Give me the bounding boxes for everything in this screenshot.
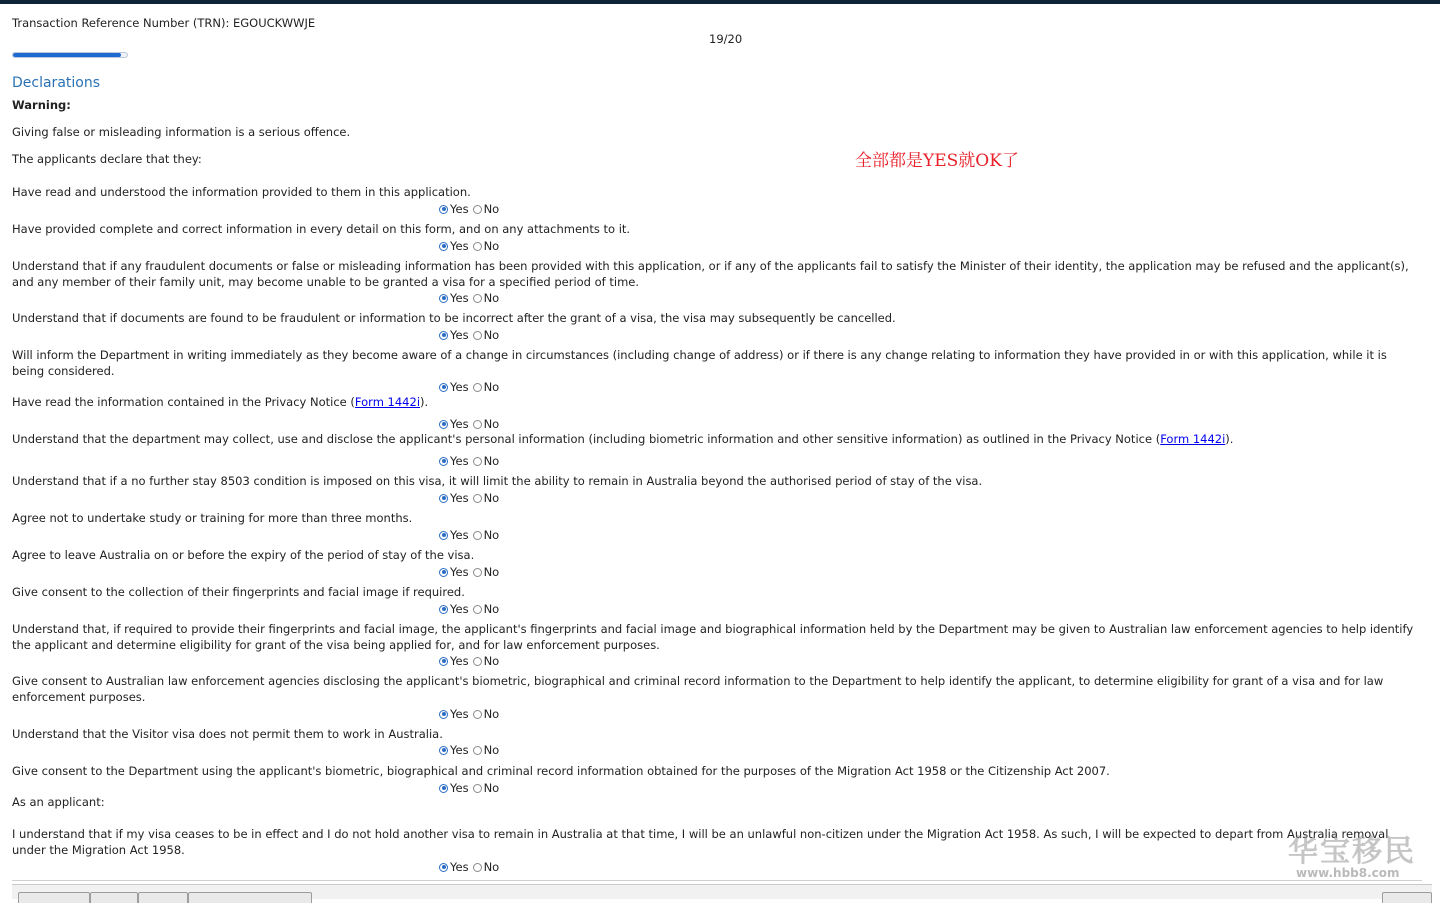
section-title: Declarations	[12, 75, 101, 91]
declaration-item	[12, 259, 1422, 290]
declaration-text: Have provided complete and correct information in every detail on this form, and on any attachments to it.	[12, 222, 631, 236]
yes-no-radio-group	[439, 239, 503, 253]
radio-label: Yes	[450, 602, 469, 616]
radio-yes[interactable]	[439, 528, 469, 542]
radio-label: Yes	[450, 781, 469, 795]
radio-checked-icon[interactable]	[439, 420, 448, 429]
radio-checked-icon[interactable]	[439, 531, 448, 540]
radio-no[interactable]	[473, 860, 500, 874]
radio-no[interactable]	[473, 380, 500, 394]
radio-yes[interactable]	[439, 781, 469, 795]
radio-checked-icon[interactable]	[439, 294, 448, 303]
declaration-item	[12, 764, 1422, 780]
radio-unchecked-icon[interactable]	[473, 294, 482, 303]
radio-label: No	[483, 291, 500, 305]
declaration-item	[12, 311, 1422, 327]
radio-label: Yes	[450, 202, 469, 216]
radio-unchecked-icon[interactable]	[473, 420, 482, 429]
declaration-text: Agree not to undertake study or training for more than three months.	[12, 511, 413, 525]
yes-no-radio-group	[439, 417, 503, 431]
declaration-text: Understand that the Visitor visa does not permit them to work in Australia.	[12, 727, 443, 741]
radio-label: No	[483, 781, 500, 795]
radio-unchecked-icon[interactable]	[473, 746, 482, 755]
watermark-url: www.hbb8.com	[1296, 866, 1400, 880]
radio-yes[interactable]	[439, 743, 469, 757]
declaration-item	[12, 432, 1422, 448]
yes-no-radio-group	[439, 565, 503, 579]
radio-unchecked-icon[interactable]	[473, 710, 482, 719]
radio-checked-icon[interactable]	[439, 568, 448, 577]
radio-no[interactable]	[473, 239, 500, 253]
declaration-text: Agree to leave Australia on or before the expiry of the period of stay of the visa.	[12, 548, 475, 562]
yes-no-radio-group	[439, 454, 503, 468]
radio-label: Yes	[450, 860, 469, 874]
declaration-item	[12, 674, 1422, 705]
declaration-item	[12, 222, 1422, 238]
declaration-intro: The applicants declare that they:	[12, 152, 202, 166]
radio-unchecked-icon[interactable]	[473, 494, 482, 503]
radio-yes[interactable]	[439, 417, 469, 431]
declaration-item	[12, 511, 1422, 527]
warning-heading: Warning:	[12, 98, 71, 112]
declaration-item	[12, 395, 1422, 411]
radio-checked-icon[interactable]	[439, 710, 448, 719]
link-paren-close: ).	[420, 395, 429, 409]
divider	[12, 880, 1422, 881]
as-applicant-label: As an applicant:	[12, 795, 105, 809]
radio-checked-icon[interactable]	[439, 746, 448, 755]
radio-checked-icon[interactable]	[439, 863, 448, 872]
top-bar	[0, 0, 1440, 4]
privacy-notice-link[interactable]: Form 1442i	[1160, 432, 1226, 446]
radio-label: Yes	[450, 743, 469, 757]
radio-yes[interactable]	[439, 602, 469, 616]
radio-yes[interactable]	[439, 654, 469, 668]
declaration-text: Understand that if documents are found to be fraudulent or information to be incorrect after the grant of a visa, the visa may subsequently be cancelled.	[12, 311, 896, 325]
radio-no[interactable]	[473, 781, 500, 795]
radio-unchecked-icon[interactable]	[473, 863, 482, 872]
declaration-text: Understand that, if required to provide their fingerprints and facial image, the applicant's fingerprints and facial image and biographical information held by the Department may be given to Australian law enforcement agencies to help identify the applicant and determine eligibility for grant of the visa being applied for, and for law enforcement purposes.	[12, 622, 1414, 652]
declaration-item	[12, 827, 1422, 858]
radio-label: No	[483, 202, 500, 216]
watermark-text: 华宝移民	[1288, 834, 1416, 869]
radio-label: No	[483, 417, 500, 431]
radio-no[interactable]	[473, 707, 500, 721]
radio-no[interactable]	[473, 654, 500, 668]
radio-label: No	[483, 328, 500, 342]
declaration-text: Will inform the Department in writing immediately as they become aware of a change in circumstances (including change of address) or if there is any change relating to information they have provided in or with this application, while it is being considered.	[12, 348, 1387, 378]
radio-no[interactable]	[473, 417, 500, 431]
radio-no[interactable]	[473, 528, 500, 542]
radio-label: No	[483, 743, 500, 757]
radio-label: Yes	[450, 380, 469, 394]
yes-no-radio-group	[439, 491, 503, 505]
radio-yes[interactable]	[439, 291, 469, 305]
declaration-item	[12, 585, 1422, 601]
radio-no[interactable]	[473, 491, 500, 505]
radio-label: Yes	[450, 454, 469, 468]
radio-no[interactable]	[473, 743, 500, 757]
declaration-text: Have read the information contained in the Privacy Notice	[12, 395, 351, 409]
radio-label: No	[483, 491, 500, 505]
radio-no[interactable]	[473, 602, 500, 616]
radio-no[interactable]	[473, 202, 500, 216]
radio-unchecked-icon[interactable]	[473, 242, 482, 251]
radio-yes[interactable]	[439, 707, 469, 721]
declaration-text: I understand that if my visa ceases to be in effect and I do not hold another visa to remain in Australia at that time, I will be an unlawful non-citizen under the Migration Act 1958. As such, I will be expected to depart from Australia removal under the Migration Act 1958.	[12, 827, 1389, 857]
radio-unchecked-icon[interactable]	[473, 205, 482, 214]
declaration-item	[12, 474, 1422, 490]
declaration-item	[12, 348, 1422, 379]
radio-unchecked-icon[interactable]	[473, 331, 482, 340]
yes-no-radio-group	[439, 654, 503, 668]
yes-no-radio-group	[439, 202, 503, 216]
radio-no[interactable]	[473, 565, 500, 579]
yes-no-radio-group	[439, 328, 503, 342]
radio-label: Yes	[450, 565, 469, 579]
radio-label: Yes	[450, 328, 469, 342]
radio-yes[interactable]	[439, 202, 469, 216]
progress-fill	[13, 53, 121, 57]
declaration-text: Understand that if any fraudulent documents or false or misleading information has been provided with this application, or if any of the applicants fail to satisfy the Minister of their identity, the application may be refused and the applicant(s), and any member of their family unit, may become unable to be granted a visa for a specified period of time.	[12, 259, 1409, 289]
radio-label: No	[483, 654, 500, 668]
radio-unchecked-icon[interactable]	[473, 457, 482, 466]
radio-yes[interactable]	[439, 380, 469, 394]
link-paren-open: (	[1155, 432, 1161, 446]
declaration-text: Have read and understood the information provided to them in this application.	[12, 185, 471, 199]
red-annotation: 全部都是YES就OK了	[855, 151, 1019, 171]
radio-checked-icon[interactable]	[439, 242, 448, 251]
radio-checked-icon[interactable]	[439, 205, 448, 214]
trn-label: Transaction Reference Number (TRN): EGOUCKWWJE	[12, 16, 316, 30]
radio-label: Yes	[450, 491, 469, 505]
warning-text: Giving false or misleading information is a serious offence.	[12, 125, 351, 139]
radio-label: Yes	[450, 239, 469, 253]
radio-checked-icon[interactable]	[439, 457, 448, 466]
progress-bar	[12, 52, 128, 58]
radio-yes[interactable]	[439, 239, 469, 253]
radio-unchecked-icon[interactable]	[473, 657, 482, 666]
radio-yes[interactable]	[439, 565, 469, 579]
radio-unchecked-icon[interactable]	[473, 568, 482, 577]
radio-label: Yes	[450, 417, 469, 431]
radio-label: No	[483, 860, 500, 874]
radio-label: Yes	[450, 707, 469, 721]
yes-no-radio-group	[439, 602, 503, 616]
declaration-item	[12, 185, 1422, 201]
yes-no-radio-group	[439, 528, 503, 542]
radio-label: No	[483, 239, 500, 253]
radio-label: No	[483, 565, 500, 579]
declaration-text: Give consent to Australian law enforcement agencies disclosing the applicant's biometric, biographical and criminal record information to the Department to help identify the applicant, to determine eligibility for grant of a visa and for law enforcement purposes.	[12, 674, 1384, 704]
link-paren-close: ).	[1225, 432, 1234, 446]
radio-label: No	[483, 380, 500, 394]
radio-checked-icon[interactable]	[439, 784, 448, 793]
radio-yes[interactable]	[439, 491, 469, 505]
radio-checked-icon[interactable]	[439, 657, 448, 666]
radio-unchecked-icon[interactable]	[473, 531, 482, 540]
radio-no[interactable]	[473, 328, 500, 342]
yes-no-radio-group	[439, 380, 503, 394]
radio-unchecked-icon[interactable]	[473, 605, 482, 614]
declaration-item	[12, 727, 1422, 743]
yes-no-radio-group	[439, 743, 503, 757]
radio-no[interactable]	[473, 454, 500, 468]
radio-unchecked-icon[interactable]	[473, 784, 482, 793]
declaration-item	[12, 548, 1422, 564]
radio-yes[interactable]	[439, 454, 469, 468]
radio-label: Yes	[450, 291, 469, 305]
radio-no[interactable]	[473, 291, 500, 305]
yes-no-radio-group	[439, 291, 503, 305]
radio-checked-icon[interactable]	[439, 331, 448, 340]
radio-checked-icon[interactable]	[439, 383, 448, 392]
yes-no-radio-group	[439, 860, 503, 874]
radio-checked-icon[interactable]	[439, 605, 448, 614]
radio-label: No	[483, 454, 500, 468]
radio-label: Yes	[450, 654, 469, 668]
radio-label: No	[483, 707, 500, 721]
link-paren-open: (	[350, 395, 355, 409]
page-counter: 19/20	[709, 32, 743, 46]
declaration-text: Give consent to the Department using the applicant's biometric, biographical and criminal record information obtained for the purposes of the Migration Act 1958 or the Citizenship Act 2007.	[12, 764, 1110, 778]
radio-label: Yes	[450, 528, 469, 542]
radio-unchecked-icon[interactable]	[473, 383, 482, 392]
radio-label: No	[483, 528, 500, 542]
declaration-text: Understand that if a no further stay 8503 condition is imposed on this visa, it will limit the ability to remain in Australia beyond the authorised period of stay of the visa.	[12, 474, 983, 488]
yes-no-radio-group	[439, 781, 503, 795]
yes-no-radio-group	[439, 707, 503, 721]
radio-checked-icon[interactable]	[439, 494, 448, 503]
declaration-item	[12, 622, 1422, 653]
radio-yes[interactable]	[439, 328, 469, 342]
radio-yes[interactable]	[439, 860, 469, 874]
declaration-text: Give consent to the collection of their fingerprints and facial image if required.	[12, 585, 465, 599]
privacy-notice-link[interactable]: Form 1442i	[354, 395, 421, 409]
declaration-text: Understand that the department may collect, use and disclose the applicant's personal information (including biometric information and other sensitive information) as outlined in the Privacy Notice	[12, 432, 1156, 446]
radio-label: No	[483, 602, 500, 616]
